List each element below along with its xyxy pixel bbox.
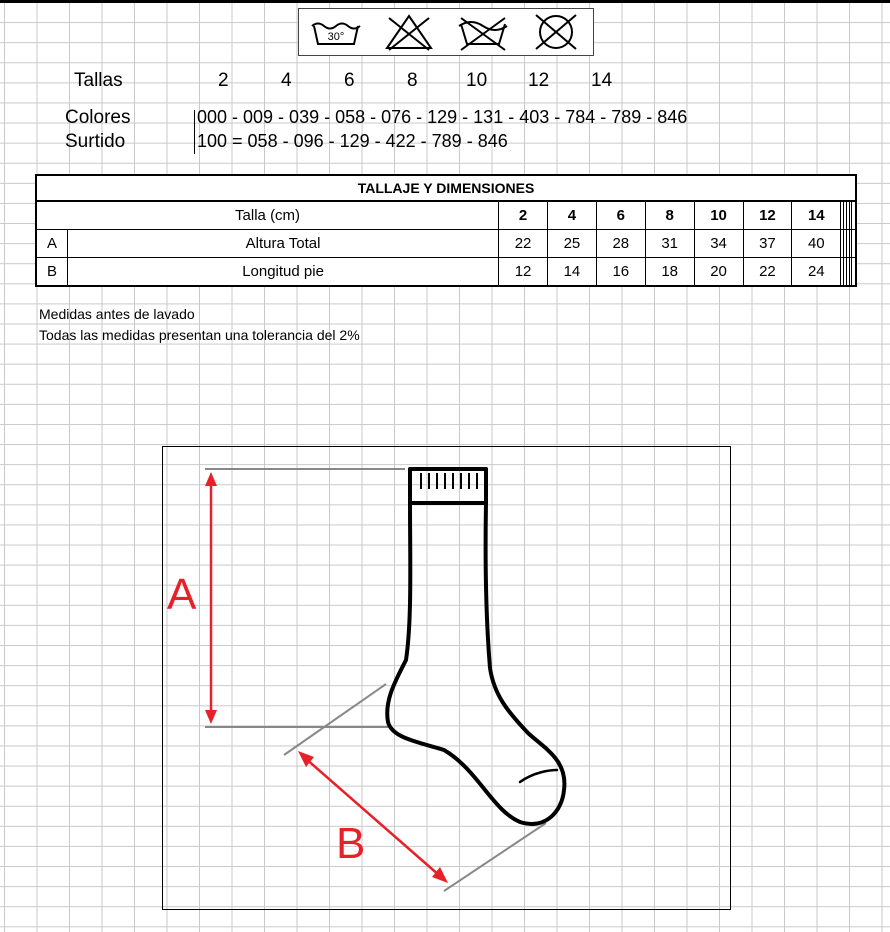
cuff-ribs	[421, 473, 477, 489]
row-code: B	[36, 258, 68, 287]
cell: 16	[596, 258, 645, 287]
talla-value: 12	[528, 70, 550, 91]
talla-value: 10	[466, 70, 488, 91]
size-header: 12	[743, 201, 792, 230]
note-line: Medidas antes de lavado	[39, 306, 195, 322]
colores-value: 000 - 009 - 039 - 058 - 076 - 129 - 131 - 403 - 784 - 789 - 846	[197, 107, 688, 127]
row-name: Longitud pie	[68, 258, 499, 287]
cell: 12	[499, 258, 548, 287]
note-line: Todas las medidas presentan una tolerancia del 2%	[39, 327, 360, 343]
size-header: 10	[694, 201, 743, 230]
cell: 28	[596, 230, 645, 258]
colores-label: Colores	[65, 107, 131, 128]
cell: 14	[548, 258, 597, 287]
cell: 20	[694, 258, 743, 287]
talla-value: 14	[591, 70, 613, 91]
toe-measure-line	[444, 823, 546, 891]
size-header: 2	[499, 201, 548, 230]
arrow-a	[205, 472, 217, 724]
cell: 34	[694, 230, 743, 258]
size-header: 6	[596, 201, 645, 230]
talla-value: 6	[344, 70, 355, 91]
table-title: TALLAJE Y DIMENSIONES	[36, 175, 856, 201]
cell: 31	[645, 230, 694, 258]
cell: 40	[792, 230, 841, 258]
label-b: B	[336, 819, 366, 868]
header-label: Talla (cm)	[36, 201, 499, 230]
arrow-b	[298, 751, 448, 883]
cell: 24	[792, 258, 841, 287]
cell: 37	[743, 230, 792, 258]
label-a: A	[167, 570, 197, 619]
size-header: 4	[548, 201, 597, 230]
surtido-label: Surtido	[65, 131, 126, 152]
surtido-value: 100 = 058 - 096 - 129 - 422 - 789 - 846	[197, 131, 508, 151]
row-code: A	[36, 230, 68, 258]
heel-measure-line	[284, 684, 386, 755]
cell: 18	[645, 258, 694, 287]
talla-value: 2	[218, 70, 229, 91]
cell: 22	[499, 230, 548, 258]
svg-text:30°: 30°	[327, 31, 345, 43]
cell: 25	[548, 230, 597, 258]
size-header: 8	[645, 201, 694, 230]
cell: 22	[743, 258, 792, 287]
tallas-label: Tallas	[74, 70, 123, 91]
sock-outline	[387, 469, 564, 824]
talla-value: 4	[281, 70, 292, 91]
talla-value: 8	[407, 70, 418, 91]
size-header: 14	[792, 201, 841, 230]
row-name: Altura Total	[68, 230, 499, 258]
